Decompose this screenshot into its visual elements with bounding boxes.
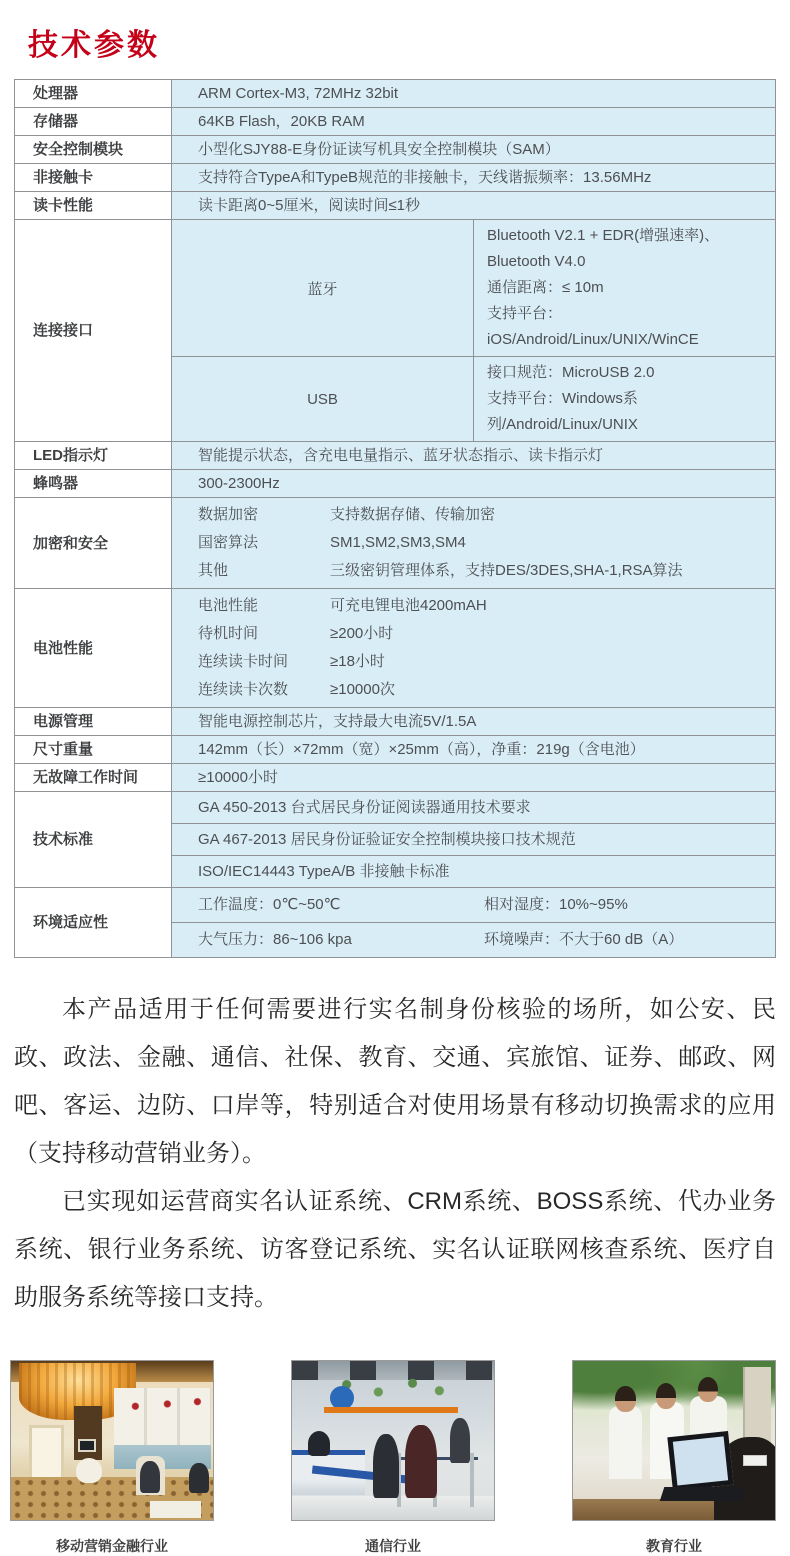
row-label-contactless-card: 非接触卡 — [15, 164, 172, 192]
row-label-security-module: 安全控制模块 — [15, 136, 172, 164]
row-label-battery: 电池性能 — [15, 589, 172, 708]
row-label-memory: 存储器 — [15, 108, 172, 136]
table-row — [15, 164, 776, 192]
industry-gallery — [10, 1360, 776, 1556]
laptop-screen — [667, 1431, 733, 1491]
pair-key: 连续读卡次数 — [198, 681, 289, 698]
gallery-caption: 移动营销金融行业 — [56, 1538, 168, 1554]
pair-value: ≥10000次 — [330, 681, 395, 698]
table-row — [15, 708, 776, 736]
env-cell: 环境噪声：不大于60 dB（A） — [484, 931, 684, 948]
customer — [405, 1425, 437, 1498]
env-cell: 工作温度：0℃~50℃ — [198, 896, 341, 913]
spec-value: Bluetooth V2.1 + EDR(增强速率)、Bluetooth V4.0 — [487, 227, 720, 270]
row-label-mtbf: 无故障工作时间 — [15, 764, 172, 792]
description-paragraph-applications: 本产品适用于任何需要进行实名制身份核验的场所，如公安、民政、政法、金融、通信、社保、教育、交通、宾旅馆、证券、邮政、网吧、客运、边防、口岸等，特别适合对使用场景有移动切换需求的应用（支持移动营销业务）。 — [14, 996, 776, 1167]
environment-row — [172, 888, 776, 923]
spec-pair — [198, 557, 769, 585]
pair-key: 国密算法 — [198, 534, 259, 551]
spec-pair — [198, 894, 769, 916]
spec-value: 支持符合TypeA和TypeB规范的非接触卡，天线谐振频率：13.56MHz — [172, 164, 776, 192]
spec-pair — [198, 529, 769, 557]
spec-value: 接口规范：MicroUSB 2.0 — [487, 364, 655, 381]
encryption-values — [172, 498, 776, 589]
interface-bluetooth-label: 蓝牙 — [172, 220, 474, 357]
spec-value: 支持平台：iOS/Android/Linux/UNIX/WinCE — [487, 305, 699, 348]
interface-usb-label: USB — [172, 357, 474, 442]
table-row — [15, 498, 776, 589]
spec-pair — [198, 501, 769, 529]
spec-value: 智能提示状态，含充电电量指示、蓝牙状态指示、读卡指示灯 — [172, 442, 776, 470]
pair-value: ≥200小时 — [330, 625, 394, 642]
description-paragraph-systems: 已实现如运营商实名认证系统、CRM系统、BOSS系统、代办业务系统、银行业务系统、访客登记系统、实名认证联网核查系统、医疗自助服务系统等接口支持。 — [14, 1188, 776, 1311]
monitor — [78, 1439, 96, 1452]
pair-value: 三级密钥管理体系，支持DES/3DES,SHA-1,RSA算法 — [330, 562, 683, 579]
gallery-item-telecom — [291, 1360, 495, 1556]
gallery-item-finance — [10, 1360, 214, 1556]
spec-value: GA 467-2013 居民身份证验证安全控制模块接口技术规范 — [172, 824, 776, 856]
spec-value: GA 450-2013 台式居民身份证阅读器通用技术要求 — [172, 792, 776, 824]
interface-usb-values — [474, 357, 776, 442]
student-head — [615, 1386, 635, 1411]
spec-table — [14, 79, 776, 958]
window-shades — [114, 1388, 211, 1445]
row-label-encryption: 加密和安全 — [15, 498, 172, 589]
spec-value: ISO/IEC14443 TypeA/B 非接触卡标准 — [172, 856, 776, 888]
table-row — [15, 888, 776, 923]
pair-value: 可充电锂电池4200mAH — [330, 597, 487, 614]
gallery-item-education — [572, 1360, 776, 1556]
spec-pair — [198, 648, 769, 676]
pair-value: 支持数据存储、传输加密 — [330, 506, 496, 523]
clerk — [308, 1431, 330, 1456]
table-row — [15, 764, 776, 792]
environment-row — [172, 923, 776, 958]
card-reader-device — [743, 1455, 767, 1466]
spec-value: 读卡距离0~5厘米，阅读时间≤1秒 — [172, 192, 776, 220]
pair-key: 待机时间 — [198, 625, 259, 642]
table-row — [15, 192, 776, 220]
page-title: 技术参数 — [28, 29, 160, 62]
pair-key: 连续读卡时间 — [198, 653, 289, 670]
student-head — [698, 1377, 718, 1402]
battery-values — [172, 589, 776, 708]
floor — [292, 1496, 494, 1520]
spec-value: 142mm（长）×72mm（宽）×25mm（高），净重：219g（含电池） — [172, 736, 776, 764]
env-cell: 大气压力：86~106 kpa — [198, 931, 352, 948]
spec-pair — [198, 676, 769, 704]
gallery-caption: 通信行业 — [365, 1538, 421, 1554]
gallery-caption: 教育行业 — [646, 1538, 702, 1554]
spec-value: ≥10000小时 — [172, 764, 776, 792]
pair-key: 数据加密 — [198, 506, 259, 523]
photo-education — [572, 1360, 776, 1521]
pair-key: 电池性能 — [198, 597, 259, 614]
env-cell: 相对湿度：10%~95% — [484, 896, 628, 913]
photo-telecom-hall — [291, 1360, 495, 1521]
table-row — [15, 589, 776, 708]
chair — [76, 1458, 102, 1483]
interface-bluetooth-values — [474, 220, 776, 357]
student — [609, 1406, 641, 1479]
spec-value: 通信距离：≤ 10m — [487, 279, 604, 296]
spec-pair — [198, 592, 769, 620]
pair-value: ≥18小时 — [330, 653, 385, 670]
laptop-base — [660, 1487, 745, 1501]
table-row — [15, 136, 776, 164]
row-label-standards: 技术标准 — [15, 792, 172, 888]
person — [140, 1461, 160, 1493]
table-row — [15, 470, 776, 498]
table-row — [15, 736, 776, 764]
row-label-buzzer: 蜂鸣器 — [15, 470, 172, 498]
row-label-processor: 处理器 — [15, 80, 172, 108]
spec-pair — [198, 929, 769, 951]
row-label-led: LED指示灯 — [15, 442, 172, 470]
spec-value: 支持平台：Windows系列/Android/Linux/UNIX — [487, 390, 638, 433]
queue-pole — [470, 1453, 474, 1507]
row-label-power: 电源管理 — [15, 708, 172, 736]
table-row — [15, 220, 776, 357]
customer — [450, 1418, 470, 1463]
table-row — [15, 108, 776, 136]
spec-value: 64KB Flash，20KB RAM — [172, 108, 776, 136]
pair-key: 其他 — [198, 562, 229, 579]
table-row — [15, 792, 776, 824]
table-row — [15, 442, 776, 470]
row-label-environment: 环境适应性 — [15, 888, 172, 958]
pair-value: SM1,SM2,SM3,SM4 — [330, 534, 466, 551]
white-table — [150, 1501, 201, 1518]
spec-pair — [198, 620, 769, 648]
person — [189, 1463, 209, 1493]
spec-value: 300-2300Hz — [172, 470, 776, 498]
spec-value: ARM Cortex-M3, 72MHz 32bit — [172, 80, 776, 108]
spec-value: 智能电源控制芯片，支持最大电流5V/1.5A — [172, 708, 776, 736]
photo-mobile-finance — [10, 1360, 214, 1521]
row-label-read-performance: 读卡性能 — [15, 192, 172, 220]
student-head — [656, 1383, 676, 1408]
customer — [373, 1434, 399, 1498]
row-label-interface: 连接接口 — [15, 220, 172, 442]
table-row — [15, 80, 776, 108]
orange-banner — [324, 1407, 457, 1413]
row-label-dimensions: 尺寸重量 — [15, 736, 172, 764]
spec-value: 小型化SJY88-E身份证读写机具安全控制模块（SAM） — [172, 136, 776, 164]
